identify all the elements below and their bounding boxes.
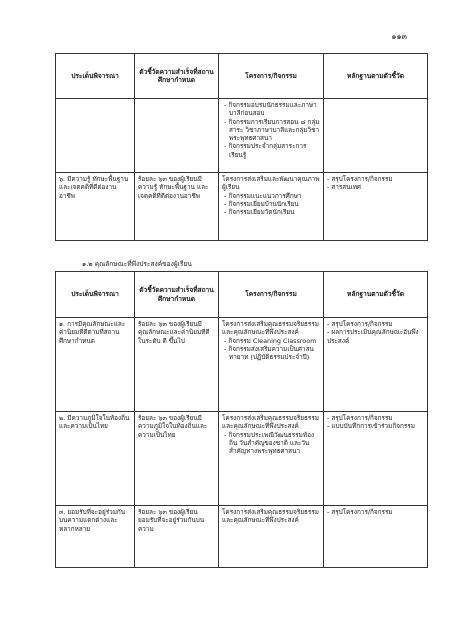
page-number: ๑๑๓	[391, 32, 407, 41]
evidence-item: - สรุปโครงการ/กิจกรรม	[327, 414, 393, 422]
aspect-cell: ๑. การมีคุณลักษณะและค่านิยมที่ดีตามที่สถานศึกษากำหนด	[56, 318, 135, 412]
evidence-item: - แบบบันทึกการเข้าร่วมกิจกรรม	[327, 422, 415, 431]
indicator-cell: ร้อยละ ๖๓ ของผู้เรียนมีความรู้ ทักษะพื้นฐาน และเจตคติที่ดีต่องานอาชีพ	[135, 173, 219, 241]
activity-item: - กิจกรรมประจำกลุ่มสาระการเรียนรู้	[224, 142, 307, 159]
header-aspect: ประเด็นพิจารณา	[56, 54, 135, 99]
project-name: โครงการส่งเสริมคุณธรรมจริยธรรม และคุณลักษณะที่พึงประสงค์	[222, 320, 319, 337]
section-title: ๑.๒ คุณลักษณะที่พึงประสงค์ของผู้เรียน	[82, 260, 192, 268]
activity-item: - กิจกรรมประเพณีวัฒนธรรมท้องถิ่น วันสำคัญของชาติ และวันสำคัญทางพระพุทธศาสนา	[224, 430, 315, 456]
project-name: โครงการส่งเสริมคุณธรรมจริยธรรม และคุณลักษณะที่พึงประสงค์	[222, 508, 319, 525]
table-row	[56, 318, 428, 412]
header-evidence: หลักฐานตามตัวชี้วัด	[324, 272, 428, 318]
header-aspect: ประเด็นพิจารณา	[56, 272, 135, 318]
evidence-item: - สรุปโครงการ/กิจกรรม	[327, 508, 393, 516]
evidence-cell	[324, 173, 428, 241]
activity-item: - กิจกรรมแนะแนวการศึกษา	[224, 191, 302, 200]
header-project: โครงการ/กิจกรรม	[219, 272, 324, 318]
table-row	[56, 173, 428, 241]
aspect-cell: ๖. มีความรู้ ทักษะพื้นฐาน และเจตคติที่ดีต่องานอาชีพ	[56, 173, 135, 241]
activity-item: - กิจกรรมเยี่ยมวัดนักเรียน	[224, 208, 295, 217]
evidence-cell	[324, 318, 428, 412]
activity-item: - กิจกรรมการเรียนการสอน ๘ กลุ่มสาระ วิชาภาษาบาลีและกลุ่มวิชาพระพุทธศาสนา	[224, 117, 320, 143]
aspect-cell: ๒. มีความภูมิใจในท้องถิ่นและความเป็นไทย	[56, 412, 135, 506]
indicator-cell: ร้อยละ ๖๓ ของผู้เรียนมีความภูมิใจในท้องถิ่นและความเป็นไทย	[135, 412, 219, 506]
indicator-cell: ร้อยละ ๖๓ ของผู้เรียนมีคุณลักษณะและค่านิยมที่ดี ในระดับ ดี ขึ้นไป	[135, 318, 219, 412]
evidence-cell	[324, 506, 428, 568]
project-name: โครงการส่งเสริมและพัฒนาคุณภาพผู้เรียน	[222, 175, 320, 192]
indicator-cell: ร้อยละ ๖๓ ของผู้เรียนยอมรับที่จะอยู่ร่วมกันบนความ	[135, 506, 219, 568]
empty-cell	[135, 99, 219, 173]
evidence-item: - ผลการประเมินคุณลักษณะอันพึงประสงค์	[327, 328, 419, 345]
activity-item: - กิจกรรมอบรมนักธรรมและภาษาบาลีก่อนสอบ	[224, 101, 317, 118]
aspect-cell: ๓. ยอมรับที่จะอยู่ร่วมกันบนความแตกต่างและหลากหลาย	[56, 506, 135, 568]
indicator-table-2	[55, 271, 428, 568]
evidence-item: - สรุปโครงการ/กิจกรรม	[327, 320, 393, 328]
evidence-item: - สารสนเทศ	[327, 183, 361, 192]
table-row	[56, 412, 428, 506]
project-cell	[219, 99, 324, 173]
header-project: โครงการ/กิจกรรม	[219, 54, 324, 99]
empty-cell	[56, 99, 135, 173]
project-cell	[219, 173, 324, 241]
table-row	[56, 506, 428, 568]
project-cell	[219, 412, 324, 506]
evidence-item: - สรุปโครงการ/กิจกรรม	[327, 175, 393, 183]
table-row	[56, 99, 428, 173]
evidence-cell	[324, 412, 428, 506]
project-name: โครงการส่งเสริมคุณธรรมจริยธรรม และคุณลักษณะที่พึงประสงค์	[222, 414, 319, 431]
activity-item: - กิจกรรม Cleaning Classroom	[224, 336, 317, 345]
project-cell	[219, 506, 324, 568]
header-indicator: ตัวชี้วัดความสำเร็จที่สถานศึกษากำหนด	[135, 54, 219, 99]
project-cell	[219, 318, 324, 412]
header-indicator: ตัวชี้วัดความสำเร็จที่สถานศึกษากำหนด	[135, 272, 219, 318]
empty-cell	[324, 99, 428, 173]
activity-item: - กิจกรรมส่งเสริมความเป็นศาสนทายาท (ปฏิบัติธรรมประจำปี)	[224, 344, 314, 362]
activity-item: - กิจกรรมเยี่ยมบ้านนักเรียน	[224, 199, 299, 208]
indicator-table-1	[55, 53, 428, 241]
header-evidence: หลักฐานตามตัวชี้วัด	[324, 54, 428, 99]
